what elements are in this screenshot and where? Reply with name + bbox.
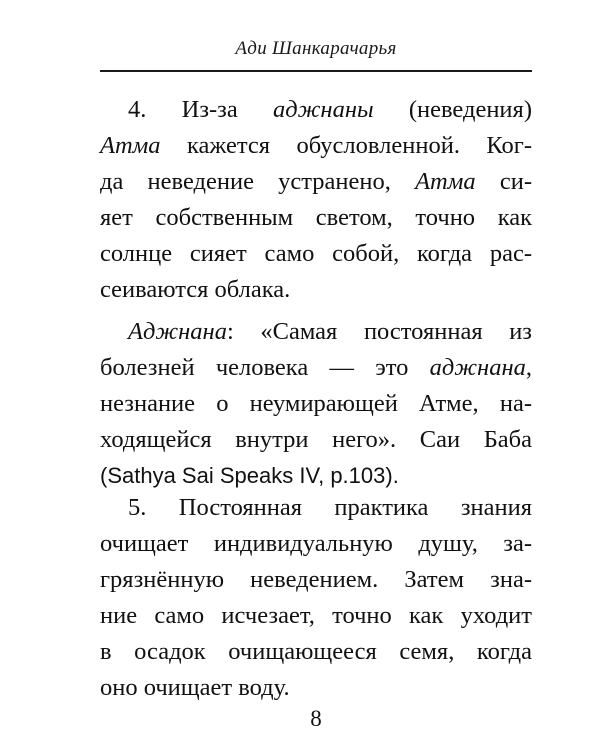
commentary-paragraph [100, 314, 532, 494]
text-line: ходящейся внутри него». Саи Баба [100, 426, 532, 453]
text-line: 5. Постоянная практика знания [128, 494, 532, 521]
text-line: незнание о неумирающей Атме, на- [100, 390, 532, 417]
text-line: в осадок очищающееся семя, когда [100, 638, 532, 665]
text-line: болезней человека — это аджнана, [100, 354, 532, 381]
text-line: ние само исчезает, точно как уходит [100, 602, 532, 629]
verse-5-paragraph [100, 490, 532, 706]
text-line: 4. Из-за аджнаны (неведения) [128, 96, 532, 123]
verse-5-block [100, 490, 532, 706]
text-line: да неведение устранено, Атма си- [100, 168, 532, 195]
text-line: сеиваются облака. [100, 276, 291, 303]
text-line: грязнённую неведением. Затем зна- [100, 566, 532, 593]
verse-4-paragraph [100, 92, 532, 308]
text-line: оно очищает воду. [100, 674, 290, 701]
text-line: солнце сияет само собой, когда рас- [100, 240, 532, 267]
verse-4-block [100, 92, 532, 494]
text-line: очищает индивидуальную душу, за- [100, 530, 532, 557]
citation-line: (Sathya Sai Speaks IV, p.103). [100, 463, 399, 488]
running-header: Ади Шанкарачарья [235, 38, 397, 59]
text-line: Аджнана: «Самая постоянная из [128, 318, 532, 345]
text-line: Атма кажется обусловленной. Ког- [100, 132, 532, 159]
header-rule [100, 70, 532, 72]
page-number: 8 [310, 706, 322, 731]
text-line: яет собственным светом, точно как [100, 204, 532, 231]
